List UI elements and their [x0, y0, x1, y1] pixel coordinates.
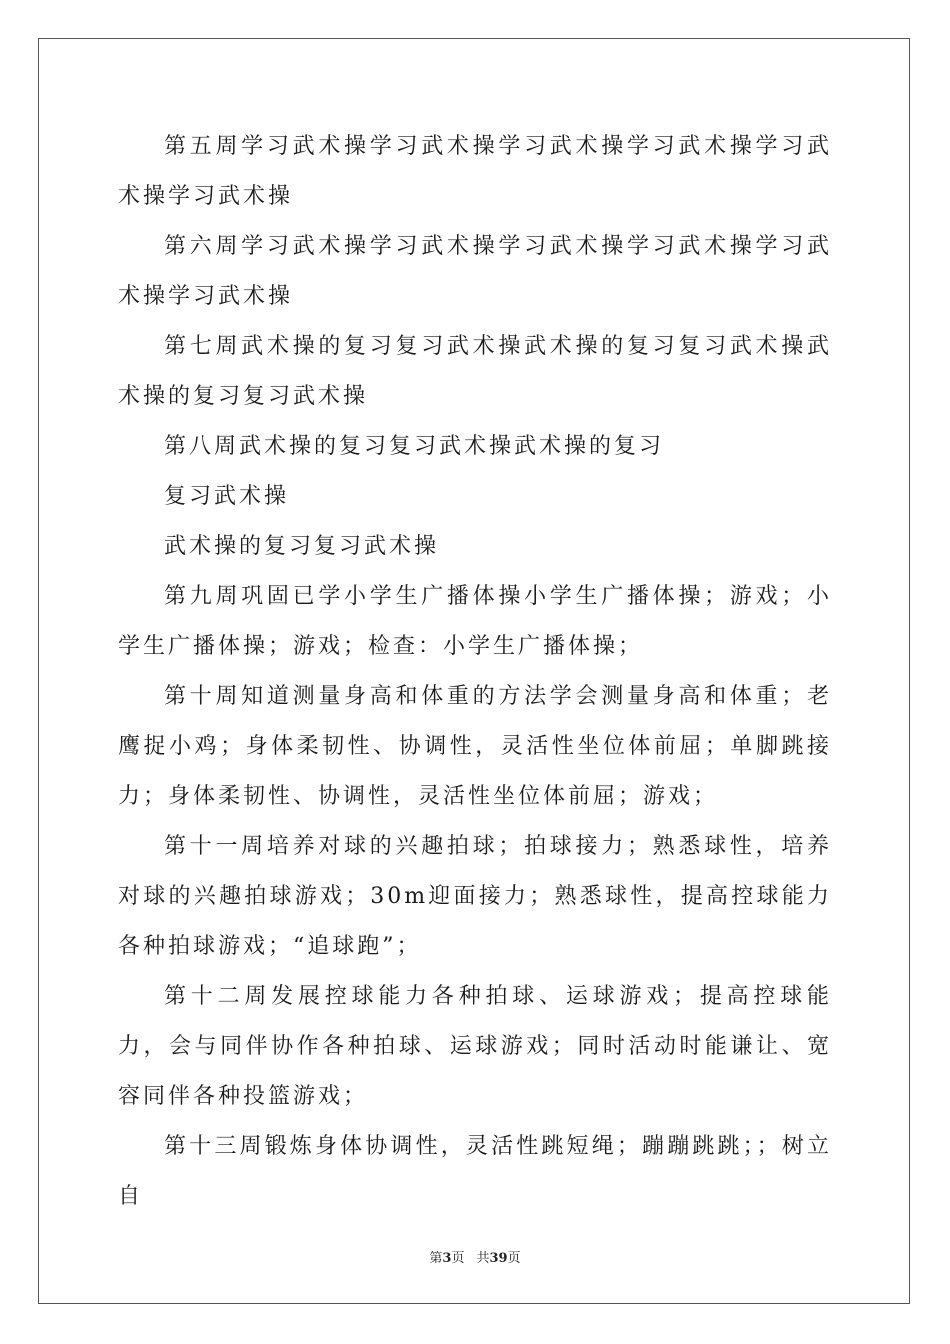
- page-number: 3: [442, 1251, 452, 1266]
- page-footer: [0, 1247, 950, 1266]
- paragraph-week-8: 第八周武术操的复习复习武术操武术操的复习: [164, 434, 665, 459]
- paragraph-review-1: 复习武术操: [164, 484, 290, 509]
- page-prefix: 第: [429, 1251, 443, 1266]
- paragraph-week-5: 第五周学习武术操学习武术操学习武术操学习武术操学习武术操学习武术操: [118, 134, 832, 209]
- paragraph-review-2: 武术操的复习复习武术操: [164, 534, 440, 559]
- paragraph-week-13: 第十三周锻炼身体协调性，灵活性跳短绳；蹦蹦跳跳；；树立自: [118, 1134, 832, 1209]
- paragraph-week-11: 第十一周培养对球的兴趣拍球；拍球接力；熟悉球性，培养对球的兴趣拍球游戏；30m迎面接力；熟悉球性，提高控球能力各种拍球游戏；“追球跑”；: [118, 834, 832, 959]
- page-suffix: 页: [451, 1251, 465, 1266]
- total-pages: 39: [489, 1251, 508, 1266]
- paragraph-week-9: 第九周巩固已学小学生广播体操小学生广播体操；游戏；小学生广播体操；游戏；检查：小学生广播体操；: [118, 584, 832, 659]
- paragraph-week-12: 第十二周发展控球能力各种拍球、运球游戏；提高控球能力，会与同伴协作各种拍球、运球游戏；同时活动时能谦让、宽容同伴各种投篮游戏；: [118, 984, 832, 1109]
- document-body: [118, 122, 832, 1222]
- total-suffix: 页: [507, 1251, 521, 1266]
- paragraph-week-10: 第十周知道测量身高和体重的方法学会测量身高和体重；老鹰捉小鸡；身体柔韧性、协调性，灵活性坐位体前屈；单脚跳接力；身体柔韧性、协调性，灵活性坐位体前屈；游戏；: [118, 684, 832, 809]
- total-prefix: 共: [476, 1251, 490, 1266]
- paragraph-week-7: 第七周武术操的复习复习武术操武术操的复习复习武术操武术操的复习复习武术操: [118, 334, 832, 409]
- paragraph-week-6: 第六周学习武术操学习武术操学习武术操学习武术操学习武术操学习武术操: [118, 234, 832, 309]
